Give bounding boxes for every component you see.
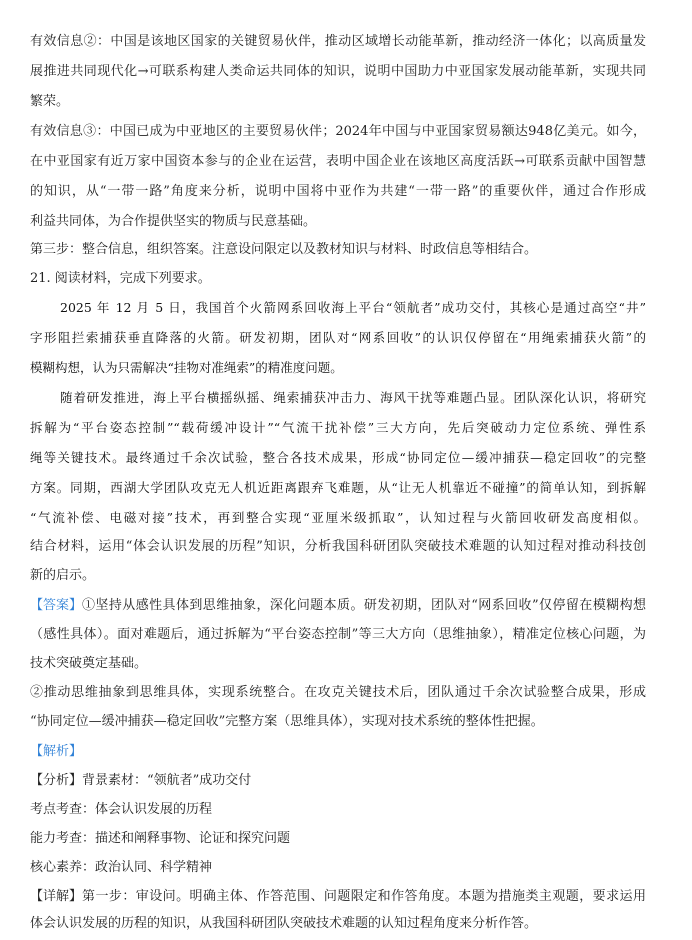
info2-line-3: 繁荣。 <box>30 94 70 109</box>
analysis-tag: 【解析】 <box>30 744 83 759</box>
detail-line-1 <box>30 888 646 906</box>
info3-line-2: 在中亚国家有近万家中国资本参与的企业在运营，表明中国企业在该地区高度活跃→可联系贡献中国智慧 <box>30 154 646 169</box>
material-line-4: 随着研发推进，海上平台横摇纵摇、绳索捕获冲击力、海风干扰等难题凸显。团队深化认识，将研究 <box>60 390 646 405</box>
answer-line-2: （感性具体）。面对难题后，通过拆解为“平台姿态控制”等三大方向（思维抽象），精准定位核心问题，为 <box>30 627 646 642</box>
material-line-6: 绳等关键技术。最终通过千余次试验，整合各技术成果，形成“协同定位—缓冲捕获—稳定回收”的完整 <box>30 450 646 465</box>
info3-line-1: 有效信息③：中国已成为中亚地区的主要贸易伙伴；2024年中国与中亚国家贸易额达948亿美元。如今， <box>30 124 646 139</box>
analysis-fenxi-line <box>30 772 251 790</box>
fenxi-text: 背景素材：“领航者”成功交付 <box>82 773 252 788</box>
material-line-3: 模糊构想，认为只需解决“挂物对准绳索”的精准度问题。 <box>30 360 343 375</box>
detail-text-1: 第一步：审设问。明确主体、作答范围、问题限定和作答角度。本题为措施类主观题，要求运用 <box>82 889 646 904</box>
answer-line-4: ②推动思维抽象到思维具体，实现系统整合。在攻克关键技术后，团队通过千余次试验整合成果，形成 <box>30 685 646 700</box>
answer-line-1 <box>30 597 646 615</box>
detail-tag: 【详解】 <box>30 889 83 904</box>
answer-tag: 【答案】 <box>30 598 83 613</box>
question-21-heading: 21. 阅读材料，完成下列要求。 <box>30 271 211 286</box>
info3-line-4: 利益共同体，为合作提供坚实的物质与民意基础。 <box>30 214 317 229</box>
info2-line-2: 展推进共同现代化→可联系构建人类命运共同体的知识，说明中国助力中亚国家发展动能革新，实现共同 <box>30 64 646 79</box>
material-line-1: 2025 年 12 月 5 日，我国首个火箭网系回收海上平台“领航者”成功交付，其核心是通过高空“井” <box>60 300 646 315</box>
answer-line-3: 技术突破奠定基础。 <box>30 656 148 671</box>
requirement-line-1: 结合材料，运用“体会认识发展的历程”知识，分析我国科研团队突破技术难题的认知过程对推动科技创 <box>30 539 646 554</box>
fenxi-tag: 【分析】 <box>30 773 83 788</box>
step3-text: 第三步：整合信息，组织答案。注意设问限定以及教材知识与材料、时政信息等相结合。 <box>30 242 538 257</box>
requirement-line-2: 新的启示。 <box>30 568 96 583</box>
answer-text-1: ①坚持从感性具体到思维抽象，深化问题本质。研发初期，团队对“网系回收”仅停留在模糊构想 <box>82 598 646 613</box>
info3-line-3: 的知识，从“一带一路”角度来分析，说明中国将中亚作为共建“一带一路”的重要伙伴，通过合作形成 <box>30 184 646 199</box>
detail-line-2: 体会认识发展的历程的知识，从我国科研团队突破技术难题的认知过程角度来分析作答。 <box>30 916 538 931</box>
material-line-2: 字形阻拦索捕获垂直降落的火箭。研发初期，团队对“网系回收”的认识仅停留在“用绳索捕获火箭”的 <box>30 330 646 345</box>
info2-line-1: 有效信息②：中国是该地区国家的关键贸易伙伴，推动区域增长动能革新，推动经济一体化；以高质量发 <box>30 34 646 49</box>
analysis-nengli: 能力考查：描述和阐释事物、论证和探究问题 <box>30 831 291 846</box>
answer-line-5: “协同定位—缓冲捕获—稳定回收”完整方案（思维具体），实现对技术系统的整体性把握。 <box>30 714 544 729</box>
material-line-8: “气流补偿、电磁对接”技术，再到整合实现“亚厘米级抓取”，认知过程与火箭回收研发高度相似。 <box>30 510 646 525</box>
analysis-kaodian: 考点考查：体会认识发展的历程 <box>30 802 213 817</box>
material-line-7: 方案。同期，西湖大学团队攻克无人机近距离跟弃飞难题，从“让无人机靠近不碰撞”的简单认知，到拆解 <box>30 480 646 495</box>
material-line-5: 拆解为“平台姿态控制”“载荷缓冲设计”“气流干扰补偿”三大方向，先后突破动力定位系统、弹性系 <box>30 420 646 435</box>
analysis-hexin: 核心素养：政治认同、科学精神 <box>30 860 213 875</box>
